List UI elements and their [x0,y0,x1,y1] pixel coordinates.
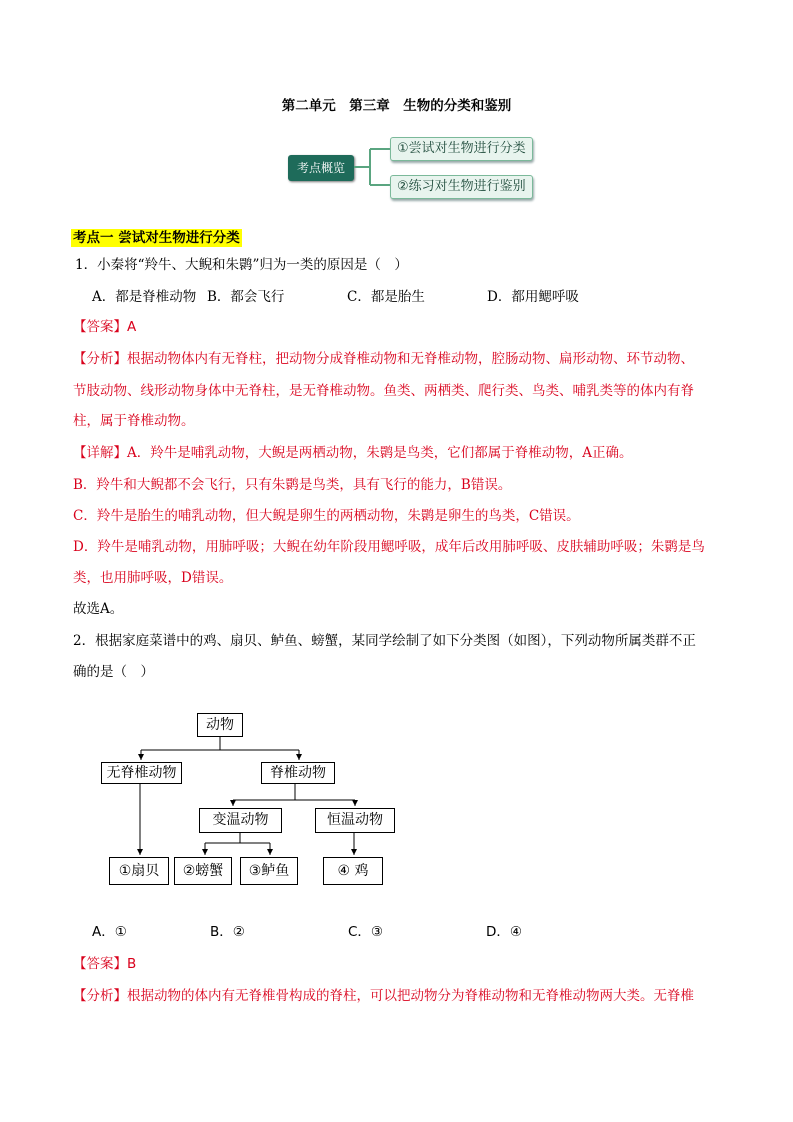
analysis-tag: 【分析】 [73,351,127,367]
question-1-conclusion: 故选A。 [73,601,124,617]
analysis-tag: 【分析】 [73,988,127,1004]
question-1-analysis-line-2: 节肢动物、线形动物身体中无脊柱，是无脊椎动物。鱼类、两栖类、爬行类、鸟类、哺乳类等的体内有脊 [73,383,694,399]
question-1-detail-b: B．羚牛和大鲵都不会飞行，只有朱鹮是鸟类，具有飞行的能力，B错误。 [73,477,512,493]
diagram-node-perch: ③鲈鱼 [240,857,298,885]
diagram-node-scallop: ①扇贝 [109,857,169,885]
diagram-node-cold-blooded: 变温动物 [199,808,282,833]
question-1-detail-c: C．羚牛是胎生的哺乳动物，但大鲵是卵生的两栖动物，朱鹮是卵生的鸟类，C错误。 [73,508,580,524]
detail-tag: 【详解】 [73,445,127,461]
concept-map-item-2: ②练习对生物进行鉴别 [390,175,533,199]
question-2-option-a: A．① [92,924,127,940]
analysis-text: 根据动物体内有无脊柱，把动物分成脊椎动物和无脊椎动物，腔肠动物、扁形动物、环节动物、 [127,351,694,367]
diagram-node-chicken: ④ 鸡 [323,857,383,885]
question-1-analysis-line-3: 柱，属于脊椎动物。 [73,413,195,429]
page-title: 第二单元 第三章 生物的分类和鉴别 [281,98,512,114]
question-1-option-d: D．都用鳃呼吸 [487,289,579,305]
question-2-stem-line-2: 确的是（ ） [73,664,154,680]
question-1-option-c: C．都是胎生 [347,289,425,305]
question-2-option-d: D．④ [486,924,522,940]
question-1-option-a: A．都是脊椎动物 [92,289,197,305]
question-2-stem-line-1: 2．根据家庭菜谱中的鸡、扇贝、鲈鱼、螃蟹，某同学绘制了如下分类图（如图），下列动物所属类群不正 [73,633,696,649]
answer-value: B [127,956,137,972]
diagram-node-animals: 动物 [197,713,243,737]
diagram-node-invertebrates: 无脊椎动物 [101,762,182,784]
question-1-detail-d-line-1: D．羚牛是哺乳动物，用肺呼吸；大鲵在幼年阶段用鳃呼吸，成年后改用肺呼吸、皮肤辅助呼吸；朱鹮是鸟 [73,539,705,555]
concept-map-root: 考点概览 [288,155,354,181]
diagram-node-crab: ②螃蟹 [174,857,232,885]
question-2-option-c: C．③ [348,924,384,940]
diagram-node-warm-blooded: 恒温动物 [315,808,395,833]
diagram-node-vertebrates: 脊椎动物 [261,762,335,784]
question-2-option-b: B．② [210,924,245,940]
detail-text: A．羚牛是哺乳动物，大鲵是两栖动物，朱鹮是鸟类，它们都属于脊椎动物，A正确。 [127,445,633,461]
answer-tag: 【答案】 [73,319,127,335]
question-1-stem: 1．小秦将“羚牛、大鲵和朱鹮”归为一类的原因是（ ） [75,257,408,273]
question-1-detail-d-line-2: 类，也用肺呼吸，D错误。 [73,570,233,586]
section-heading: 考点一 尝试对生物进行分类 [73,230,240,246]
answer-tag: 【答案】 [73,956,127,972]
concept-map-item-1: ①尝试对生物进行分类 [390,137,533,161]
analysis-text: 根据动物的体内有无脊椎骨构成的脊柱，可以把动物分为脊椎动物和无脊椎动物两大类。无脊椎 [127,988,694,1004]
question-1-option-b: B．都会飞行 [207,289,285,305]
question-2-answer [73,953,136,975]
answer-value: A [127,319,137,335]
question-2-analysis [73,985,694,1007]
